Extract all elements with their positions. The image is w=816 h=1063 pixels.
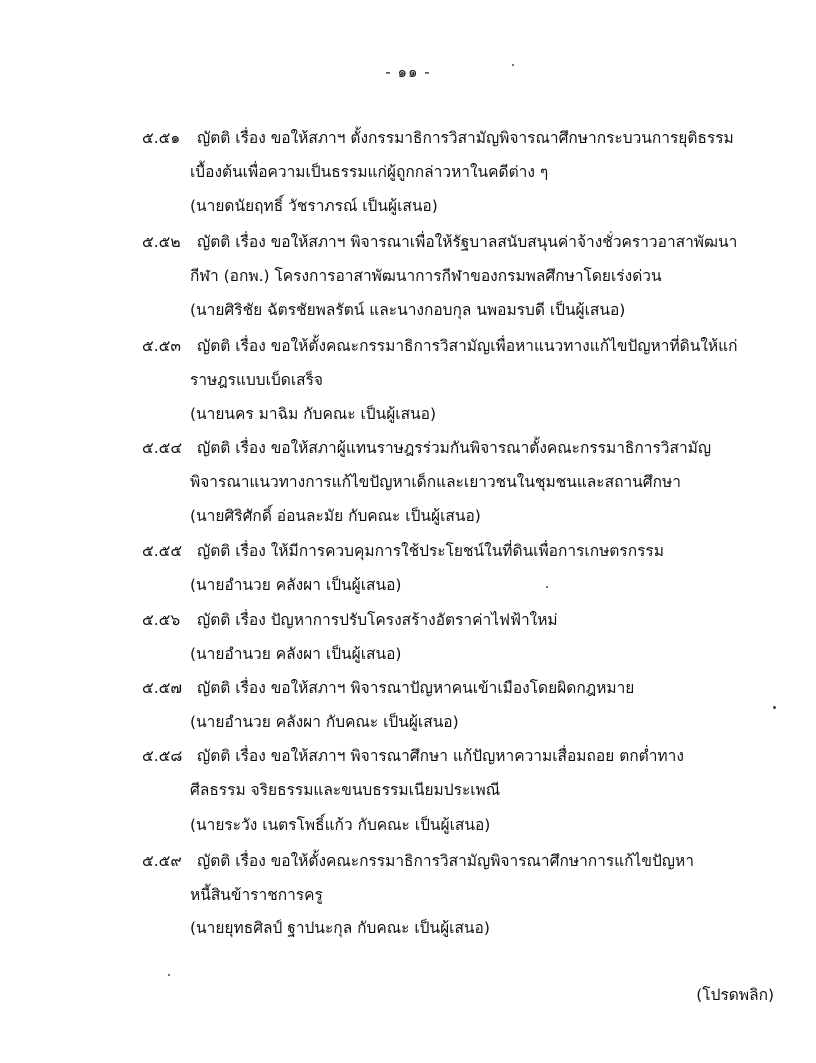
item-text-line: หนี้สินข้าราชการครู — [190, 886, 323, 904]
turn-over-note: (โปรดพลิก) — [696, 986, 774, 1004]
item-text-line: ญัตติ เรื่อง ขอให้ตั้งคณะกรรมาธิการวิสามัญพิจารณาศึกษาการแก้ไขปัญหา — [197, 852, 694, 870]
scan-speck — [168, 974, 170, 976]
item-text-line: ญัตติ เรื่อง ขอให้สภาฯ พิจารณาศึกษา แก้ปัญหาความเสื่อมถอย ตกต่ำทาง — [197, 747, 684, 765]
item-text-line: พิจารณาแนวทางการแก้ไขปัญหาเด็กและเยาวชนในชุมชนและสถานศึกษา — [190, 473, 681, 491]
item-proposer: (นายนคร มาฉิม กับคณะ เป็นผู้เสนอ) — [190, 405, 437, 423]
item-number: ๕.๕๕ — [142, 542, 183, 560]
item-text-line: ญัตติ เรื่อง ให้มีการควบคุมการใช้ประโยชน์ในที่ดินเพื่อการเกษตรกรรม — [197, 542, 664, 560]
item-number: ๕.๕๑ — [142, 129, 181, 147]
item-text-line: เบื้องต้นเพื่อความเป็นธรรมแก่ผู้ถูกกล่าวหาในคดีต่าง ๆ — [190, 163, 549, 181]
item-number: ๕.๕๖ — [142, 611, 181, 629]
item-text-line: ญัตติ เรื่อง ขอให้ตั้งคณะกรรมาธิการวิสามัญเพื่อหาแนวทางแก้ไขปัญหาที่ดินให้แก่ — [197, 337, 738, 355]
item-number: ๕.๕๔ — [142, 439, 183, 457]
item-proposer: (นายดนัยฤทธิ์ วัชราภรณ์ เป็นผู้เสนอ) — [190, 197, 438, 215]
item-text-line: ญัตติ เรื่อง ปัญหาการปรับโครงสร้างอัตราค่าไฟฟ้าใหม่ — [197, 611, 558, 629]
item-number: ๕.๕๒ — [142, 233, 181, 251]
scan-speck — [773, 706, 776, 709]
item-text-line: กีฬา (อกพ.) โครงการอาสาพัฒนาการกีฬาของกรมพลศึกษาโดยเร่งด่วน — [190, 267, 662, 285]
item-number: ๕.๕๘ — [142, 747, 183, 765]
item-text-line: ญัตติ เรื่อง ขอให้สภาฯ พิจารณาเพื่อให้รัฐบาลสนับสนุนค่าจ้างชั่วคราวอาสาพัฒนา — [197, 233, 738, 251]
item-text-line: ราษฎรแบบเบ็ดเสร็จ — [190, 371, 324, 389]
item-proposer: (นายศิริชัย ฉัตรชัยพลรัตน์ และนางกอบกุล นพอมรบดี เป็นผู้เสนอ) — [190, 301, 626, 319]
item-proposer: (นายยุทธศิลป์ ฐาปนะกุล กับคณะ เป็นผู้เสนอ) — [190, 919, 490, 937]
scan-speck — [546, 586, 548, 588]
item-text-line: ญัตติ เรื่อง ขอให้สภาผู้แทนราษฎรร่วมกันพิจารณาตั้งคณะกรรมาธิการวิสามัญ — [197, 439, 712, 457]
item-number: ๕.๕๓ — [142, 337, 181, 355]
item-number: ๕.๕๙ — [142, 852, 182, 870]
item-proposer: (นายอำนวย คลังผา เป็นผู้เสนอ) — [190, 576, 402, 594]
item-text-line: ญัตติ เรื่อง ขอให้สภาฯ พิจารณาปัญหาคนเข้าเมืองโดยผิดกฎหมาย — [197, 679, 635, 697]
item-proposer: (นายระวัง เนตรโพธิ์แก้ว กับคณะ เป็นผู้เสนอ) — [190, 816, 491, 834]
item-number: ๕.๕๗ — [142, 679, 183, 697]
item-proposer: (นายอำนวย คลังผา กับคณะ เป็นผู้เสนอ) — [190, 713, 459, 731]
page-number: - ๑๑ - — [385, 63, 431, 81]
item-proposer: (นายอำนวย คลังผา เป็นผู้เสนอ) — [190, 645, 402, 663]
item-proposer: (นายศิริศักดิ์ อ่อนละมัย กับคณะ เป็นผู้เสนอ) — [190, 507, 481, 525]
item-text-line: ญัตติ เรื่อง ขอให้สภาฯ ตั้งกรรมาธิการวิสามัญพิจารณาศึกษากระบวนการยุติธรรม — [197, 129, 734, 147]
item-text-line: ศีลธรรม จริยธรรมและขนบธรรมเนียมประเพณี — [190, 781, 501, 799]
scan-speck — [512, 64, 514, 66]
